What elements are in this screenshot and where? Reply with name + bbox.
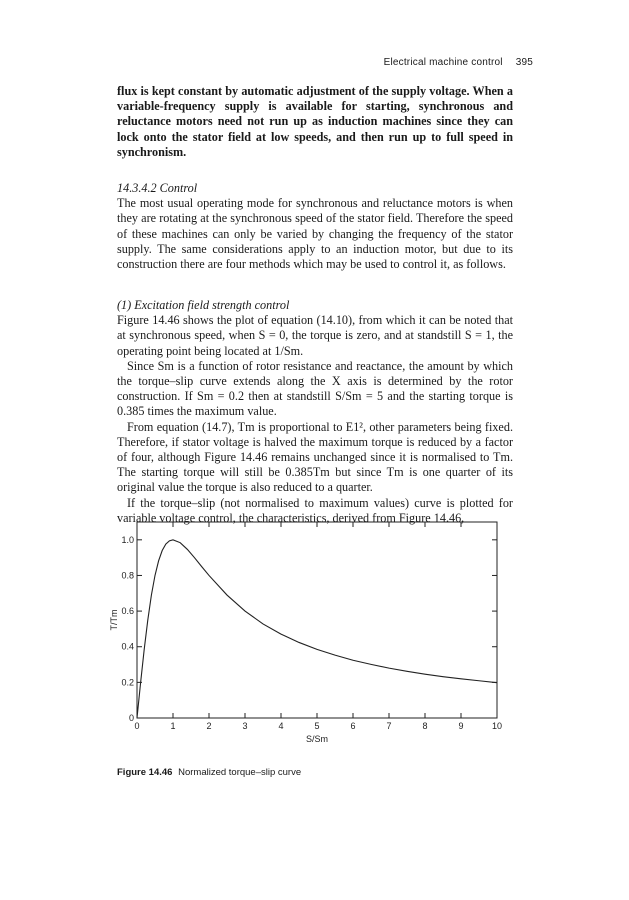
tick-labels xyxy=(121,535,502,731)
page-number: 395 xyxy=(515,57,533,68)
x-tick-label: 8 xyxy=(422,721,428,731)
figure-label: Figure 14.46 xyxy=(117,767,173,778)
section-excitation xyxy=(117,298,513,526)
y-tick-label: 0.2 xyxy=(121,677,134,688)
y-axis-label: T/Tm xyxy=(109,609,119,631)
y-tick-label: 0.6 xyxy=(121,606,134,617)
running-title: Electrical machine control xyxy=(383,57,503,68)
figure-caption-text: Normalized torque–slip curve xyxy=(178,767,302,778)
torque-slip-curve xyxy=(137,540,497,718)
running-header xyxy=(384,57,533,68)
x-tick-label: 3 xyxy=(242,721,248,731)
section-control-heading: 14.3.4.2 Control xyxy=(117,181,198,195)
figure-caption xyxy=(117,767,301,778)
intro-text: flux is kept constant by automatic adjustment of the supply voltage. When a variable-frequency supply is available for starting, synchronous and reluctance motors need not run up as induction machines since they can lock onto the stator field at low speeds, and then run up to full speed in synchronism. xyxy=(117,84,513,159)
y-tick-label: 0.4 xyxy=(121,641,134,652)
excitation-paragraph-1: Figure 14.46 shows the plot of equation (14.10), from which it can be noted that at synchronous speed, when S = 0, the torque is zero, and at standstill S = 1, the operating point being located at 1/Sm. xyxy=(117,313,513,358)
x-tick-label: 10 xyxy=(491,721,503,731)
excitation-paragraph-3: From equation (14.7), Tm is proportional to E1², other parameters being fixed. Therefore, if stator voltage is halved the maximum torque is reduced by a factor of four, although Figure 14.46 remains unchanged since it is normalised to Tm. The starting torque will still be 0.385Tm but since Tm is one quarter of its original value the torque is also reduced to a quarter. xyxy=(117,419,513,495)
y-tick-label: 0.8 xyxy=(121,570,134,581)
y-tick-label: 0 xyxy=(128,713,134,723)
section-control xyxy=(117,181,513,272)
x-tick-label: 9 xyxy=(458,721,464,731)
torque-slip-chart xyxy=(102,514,522,746)
plot-frame xyxy=(137,522,497,718)
section-control-body: The most usual operating mode for synchronous and reluctance motors is when they are rotating at the synchronous speed of the stator field. Therefore the speed of these machines can only be varied by changing the frequency of the stator supply. The same considerations apply to an induction motor, but due to its construction there are four methods which may be used to control it, as follows. xyxy=(117,196,513,272)
axis-ticks xyxy=(137,522,497,718)
x-tick-label: 1 xyxy=(170,721,176,731)
x-tick-label: 6 xyxy=(350,721,356,731)
x-tick-label: 5 xyxy=(314,721,320,731)
x-tick-label: 7 xyxy=(386,721,392,731)
section-excitation-heading: (1) Excitation field strength control xyxy=(117,298,290,312)
excitation-paragraph-4: If the torque–slip (not normalised to maximum values) curve is plotted for variable voltage control, the characteristics, derived from Figure 14.46, xyxy=(117,495,513,525)
intro-paragraph xyxy=(117,84,513,160)
y-tick-label: 1.0 xyxy=(121,534,134,545)
excitation-paragraph-2: Since Sm is a function of rotor resistance and reactance, the amount by which the torque–slip curve extends along the X axis is determined by the rotor construction. If Sm = 0.2 then at standstill S/Sm = 5 and the starting torque is 0.385 times the maximum value. xyxy=(117,358,513,419)
x-axis-label: S/Sm xyxy=(305,734,329,744)
x-tick-label: 0 xyxy=(134,721,140,731)
x-tick-label: 4 xyxy=(278,721,284,731)
x-tick-label: 2 xyxy=(206,721,212,731)
